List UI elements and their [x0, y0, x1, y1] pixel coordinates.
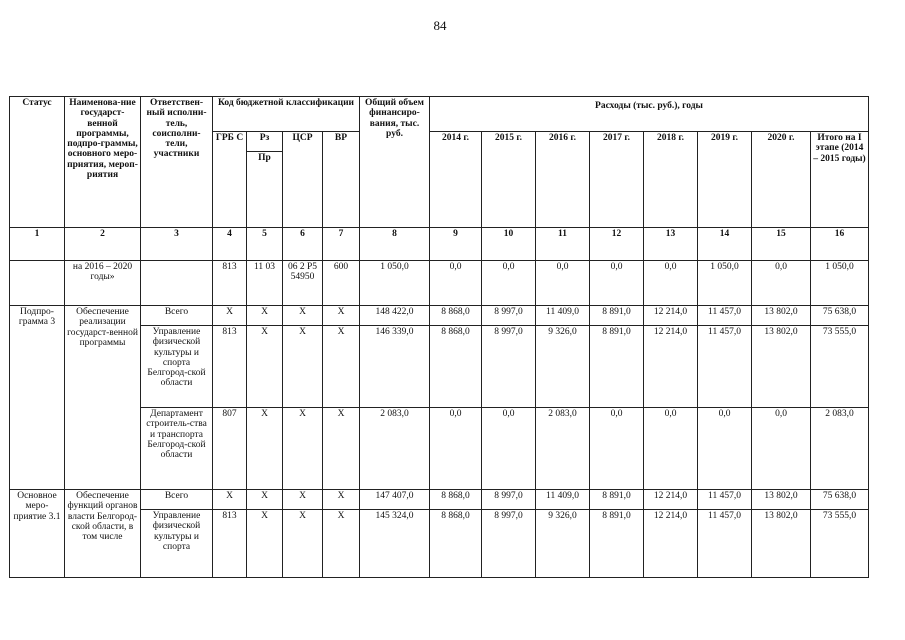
csr-cell: X [283, 326, 323, 408]
header-csr: ЦСР [283, 132, 323, 228]
header-year-2015: 2015 г. [482, 132, 536, 228]
status-cell: Основное меро-приятие 3.1 [10, 490, 65, 578]
header-vr: ВР [323, 132, 360, 228]
year-cell: 11 457,0 [698, 326, 752, 408]
year-cell: 0,0 [752, 408, 811, 490]
vr-cell: X [323, 306, 360, 326]
col-number: 13 [644, 228, 698, 261]
grbs-cell: X [213, 306, 247, 326]
year-cell: 0,0 [430, 261, 482, 306]
header-grbs: ГРБ С [213, 132, 247, 228]
year-cell: 12 214,0 [644, 306, 698, 326]
grbs-cell: 813 [213, 326, 247, 408]
year-cell: 12 214,0 [644, 510, 698, 578]
year-cell: 8 997,0 [482, 326, 536, 408]
itogo-cell: 1 050,0 [811, 261, 869, 306]
year-cell: 0,0 [536, 261, 590, 306]
vr-cell: X [323, 326, 360, 408]
year-cell: 8 868,0 [430, 326, 482, 408]
year-cell: 0,0 [430, 408, 482, 490]
year-cell: 0,0 [590, 261, 644, 306]
year-cell: 0,0 [482, 408, 536, 490]
status-cell: Подпро-грамма 3 [10, 306, 65, 490]
header-responsible: Ответствен-ный исполни-тель, соисполни-тели, участники [141, 97, 213, 228]
header-year-2018: 2018 г. [644, 132, 698, 228]
responsible-cell: Управление физической культуры и спорта [141, 510, 213, 578]
name-cell: на 2016 – 2020 годы» [65, 261, 141, 306]
responsible-cell: Департамент строитель-ства и транспорта Белгород-ской области [141, 408, 213, 490]
csr-cell: X [283, 490, 323, 510]
header-year-2017: 2017 г. [590, 132, 644, 228]
header-pr: Пр [247, 152, 283, 228]
col-number: 9 [430, 228, 482, 261]
col-number: 6 [283, 228, 323, 261]
year-cell: 1 050,0 [698, 261, 752, 306]
year-cell: 13 802,0 [752, 490, 811, 510]
col-number: 7 [323, 228, 360, 261]
year-cell: 11 409,0 [536, 490, 590, 510]
total-cell: 2 083,0 [360, 408, 430, 490]
year-cell: 0,0 [644, 261, 698, 306]
year-cell: 13 802,0 [752, 326, 811, 408]
column-number-row [10, 228, 869, 261]
responsible-cell [141, 261, 213, 306]
col-number: 1 [10, 228, 65, 261]
header-year-2020: 2020 г. [752, 132, 811, 228]
year-cell: 11 457,0 [698, 510, 752, 578]
total-cell: 148 422,0 [360, 306, 430, 326]
csr-cell: X [283, 306, 323, 326]
year-cell: 9 326,0 [536, 510, 590, 578]
rzpr-cell: 11 03 [247, 261, 283, 306]
col-number: 8 [360, 228, 430, 261]
year-cell: 12 214,0 [644, 326, 698, 408]
year-cell: 8 891,0 [590, 306, 644, 326]
responsible-cell: Всего [141, 490, 213, 510]
name-cell: Обеспечение функций органов власти Белгород-ской области, в том числе [65, 490, 141, 578]
year-cell: 8 868,0 [430, 306, 482, 326]
rz-cell: X [247, 326, 283, 408]
year-cell: 8 997,0 [482, 510, 536, 578]
year-cell: 2 083,0 [536, 408, 590, 490]
col-number: 16 [811, 228, 869, 261]
year-cell: 8 891,0 [590, 510, 644, 578]
header-total: Общий объем финансиро-вания, тыс. руб. [360, 97, 430, 228]
year-cell: 8 997,0 [482, 490, 536, 510]
itogo-cell: 75 638,0 [811, 490, 869, 510]
year-cell: 8 891,0 [590, 326, 644, 408]
csr-cell: X [283, 408, 323, 490]
table-row [10, 306, 869, 326]
col-number: 12 [590, 228, 644, 261]
csr-cell: X [283, 510, 323, 578]
col-number: 2 [65, 228, 141, 261]
total-cell: 146 339,0 [360, 326, 430, 408]
year-cell: 8 891,0 [590, 490, 644, 510]
header-year-2016: 2016 г. [536, 132, 590, 228]
year-cell: 11 409,0 [536, 306, 590, 326]
name-cell: Обеспечение реализации государст-венной программы [65, 306, 141, 490]
vr-cell: X [323, 490, 360, 510]
vr-cell: 600 [323, 261, 360, 306]
year-cell: 0,0 [698, 408, 752, 490]
year-cell: 0,0 [752, 261, 811, 306]
status-cell [10, 261, 65, 306]
csr-cell: 06 2 Р5 54950 [283, 261, 323, 306]
col-number: 3 [141, 228, 213, 261]
year-cell: 11 457,0 [698, 306, 752, 326]
header-year-2019: 2019 г. [698, 132, 752, 228]
col-number: 5 [247, 228, 283, 261]
rz-cell: X [247, 408, 283, 490]
year-cell: 9 326,0 [536, 326, 590, 408]
budget-table [9, 96, 869, 578]
year-cell: 0,0 [590, 408, 644, 490]
itogo-cell: 75 638,0 [811, 306, 869, 326]
year-cell: 8 868,0 [430, 490, 482, 510]
grbs-cell: 813 [213, 261, 247, 306]
rz-cell: X [247, 490, 283, 510]
year-cell: 13 802,0 [752, 306, 811, 326]
year-cell: 8 868,0 [430, 510, 482, 578]
table-row [10, 490, 869, 510]
page-number: 84 [433, 18, 447, 33]
year-cell: 0,0 [644, 408, 698, 490]
grbs-cell: X [213, 490, 247, 510]
year-cell: 0,0 [482, 261, 536, 306]
responsible-cell: Управление физической культуры и спорта Белгород-ской области [141, 326, 213, 408]
header-budget-code: Код бюджетной классификации [213, 97, 360, 132]
year-cell: 11 457,0 [698, 490, 752, 510]
vr-cell: X [323, 408, 360, 490]
col-number: 10 [482, 228, 536, 261]
header-year-2014: 2014 г. [430, 132, 482, 228]
total-cell: 145 324,0 [360, 510, 430, 578]
year-cell: 8 997,0 [482, 306, 536, 326]
rz-cell: X [247, 510, 283, 578]
year-cell: 13 802,0 [752, 510, 811, 578]
responsible-cell: Всего [141, 306, 213, 326]
table-row [10, 261, 869, 306]
col-number: 4 [213, 228, 247, 261]
grbs-cell: 813 [213, 510, 247, 578]
header-status: Статус [10, 97, 65, 228]
rz-cell: X [247, 306, 283, 326]
header-expenses: Расходы (тыс. руб.), годы [430, 97, 869, 132]
itogo-cell: 73 555,0 [811, 510, 869, 578]
itogo-cell: 73 555,0 [811, 326, 869, 408]
header-name: Наименова-ние государст-венной программы, подпро-граммы, основного меро-приятия, мероп-риятия [65, 97, 141, 228]
col-number: 15 [752, 228, 811, 261]
header-rz: Рз [247, 132, 283, 152]
grbs-cell: 807 [213, 408, 247, 490]
vr-cell: X [323, 510, 360, 578]
header-row [10, 97, 869, 132]
total-cell: 1 050,0 [360, 261, 430, 306]
col-number: 11 [536, 228, 590, 261]
year-cell: 12 214,0 [644, 490, 698, 510]
col-number: 14 [698, 228, 752, 261]
itogo-cell: 2 083,0 [811, 408, 869, 490]
header-itogo: Итого на I этапе (2014 – 2015 годы) [811, 132, 869, 228]
total-cell: 147 407,0 [360, 490, 430, 510]
